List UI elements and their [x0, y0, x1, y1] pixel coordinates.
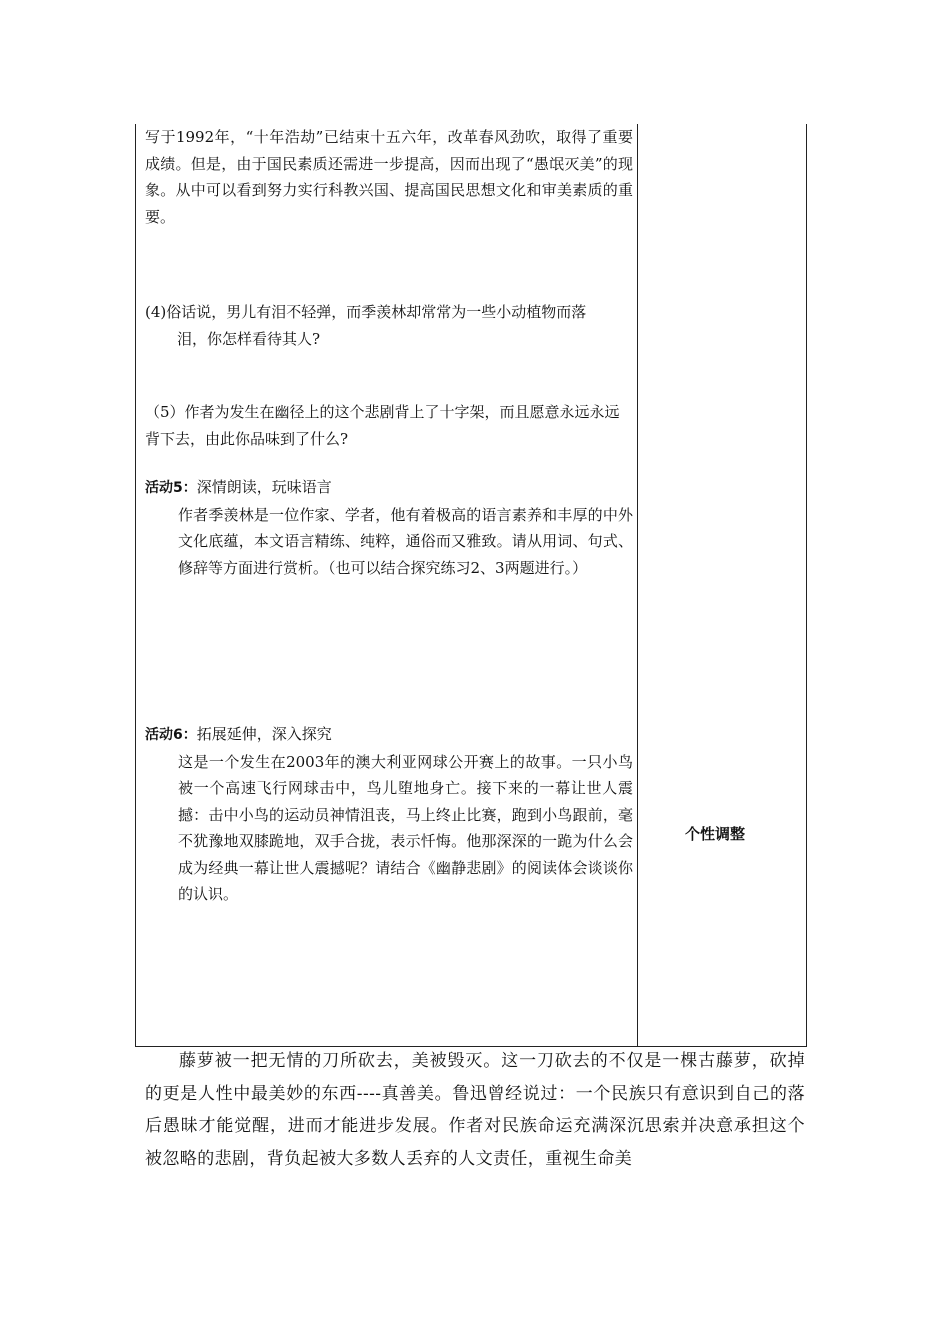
- bottom-paragraph: 藤萝被一把无情的刀所砍去，美被毁灭。这一刀砍去的不仅是一棵古藤萝，砍掉的更是人性中最美妙的东西----真善美。鲁迅曾经说过：一个民族只有意识到自己的落后愚昧才能觉醒，进而才能进步发展。作者对民族命运充满深沉思索并决意承担这个被忽略的悲剧，背负起被大多数人丢弃的人文责任，重视生命美: [145, 1051, 805, 1169]
- question-5-text: （5）作者为发生在幽径上的这个悲剧背上了十字架，而且愿意永远永远背下去，由此你品味到了什么?: [145, 403, 620, 448]
- question-4: [145, 299, 633, 352]
- activity-5-title: 活动5：: [145, 480, 197, 496]
- activity-6: [145, 721, 633, 908]
- activity-5-body: 作者季羡林是一位作家、学者，他有着极高的语言素养和丰厚的中外文化底蕴，本文语言精练、纯粹，通俗而又雅致。请从用词、句式、修辞等方面进行赏析。（也可以结合探究练习2、3两题进行。）: [178, 505, 633, 577]
- side-column-label: 个性调整: [684, 825, 745, 843]
- table-right-border: [806, 124, 807, 1046]
- activity-5: [145, 474, 633, 581]
- question-4-line-2: 泪，你怎样看待其人?: [177, 329, 321, 348]
- activity-5-heading: [145, 474, 633, 502]
- activity-6-subtitle: 拓展延伸，深入探究: [196, 725, 332, 743]
- activity-6-title: 活动6：: [145, 727, 197, 743]
- intro-paragraph: [145, 124, 633, 230]
- table-left-border: [135, 124, 136, 1046]
- question-4-line-1: (4)俗话说，男儿有泪不轻弹，而季羡林却常常为一些小动植物而落: [145, 303, 587, 321]
- intro-text: 写于1992年，“十年浩劫”已结束十五六年，改革春风劲吹，取得了重要成绩。但是，由于国民素质还需进一步提高，因而出现了“愚氓灭美”的现象。从中可以看到努力实行科教兴国、提高国民思想文化和审美素质的重要。: [145, 128, 633, 226]
- table-column-divider: [637, 124, 638, 1046]
- activity-6-heading: [145, 721, 633, 749]
- question-5: [145, 399, 633, 452]
- activity-6-body: 这是一个发生在2003年的澳大利亚网球公开赛上的故事。一只小鸟被一个高速飞行网球击中，鸟儿堕地身亡。接下来的一幕让世人震撼：击中小鸟的运动员神情沮丧，马上终止比赛，跑到小鸟跟前，毫不犹豫地双膝跪地，双手合拢，表示忏悔。他那深深的一跪为什么会成为经典一幕让世人震撼呢？请结合《幽静悲剧》的阅读体会谈谈你的认识。: [178, 752, 633, 903]
- activity-5-subtitle: 深情朗读，玩味语言: [196, 478, 332, 496]
